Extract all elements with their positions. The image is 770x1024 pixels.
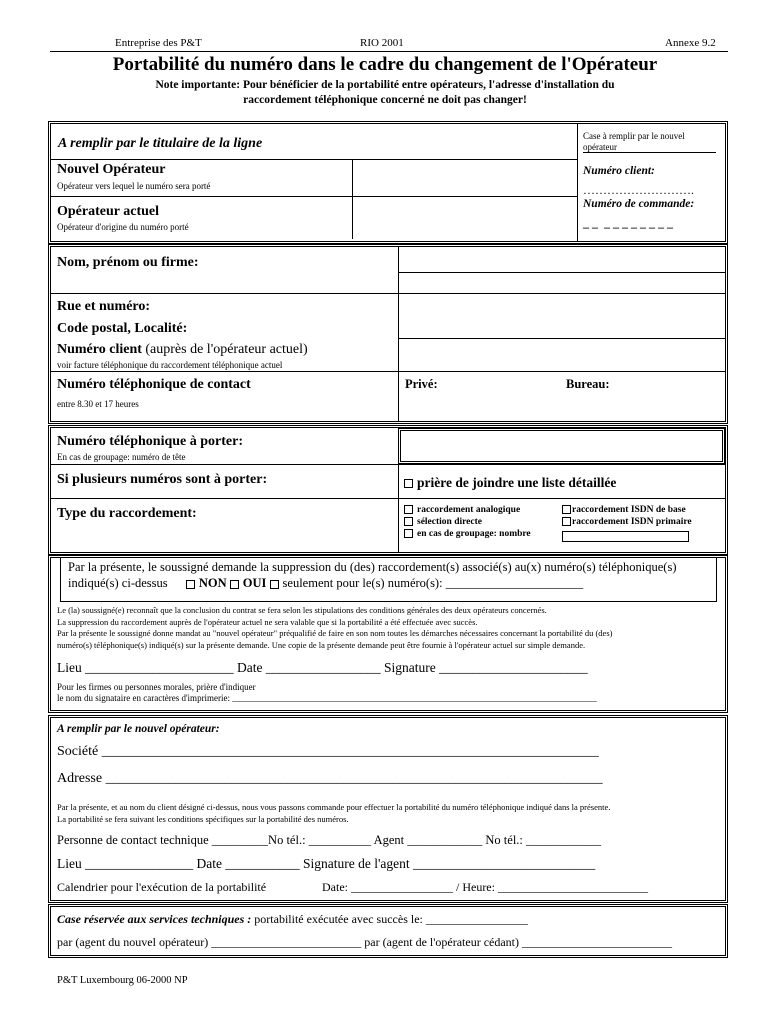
note-line-1: Note importante: Pour bénéficier de la portabilité entre opérateurs, l'adresse d'installation du xyxy=(155,79,615,91)
operateur-actuel-label: Opérateur actuel xyxy=(57,204,159,219)
numero-client-field[interactable]: ………………………. xyxy=(583,183,694,197)
contact-sub: entre 8.30 et 17 heures xyxy=(57,399,139,409)
options-left xyxy=(404,504,531,540)
type-raccordement-label: Type du raccordement: xyxy=(57,506,197,521)
nom-field[interactable] xyxy=(400,248,724,271)
mandat-text: Le (la) soussigné(e) reconnaît que la conclusion du contrat se fera selon les stipulations des conditions générales des deux opérateurs concernés. La suppression du raccordement auprès de l'opérateur actuel ne sera valable que si la portabilité a été effectuée avec succès. Par la présente le soussigné donne mandat au "nouvel opérateur" préqualifié de faire en son nom toutes les démarches nécessaires concernant la portabilité du (des) numéro(s) téléphonique(s) indiqué(s) sur la présente demande. Une copie de la présente demande peut être fournie à l'opérateur actuel sur simple demande. xyxy=(57,605,613,650)
calendrier-label: Calendrier pour l'exécution de la portabilité xyxy=(57,880,267,894)
firmes-text: Pour les firmes ou personnes morales, prière d'indiquer le nom du signataire en caractères d'imprimerie: _________________________________________________________________________________ xyxy=(57,682,597,703)
numero-porter-sub: En cas de groupage: numéro de tête xyxy=(57,452,186,462)
numero-client-actuel-field[interactable] xyxy=(400,340,724,370)
oui-option[interactable]: OUI xyxy=(230,576,267,590)
numero-commande-label: Numéro de commande: xyxy=(583,198,695,210)
contact-label: Numéro téléphonique de contact xyxy=(57,377,251,392)
numero-porter-field[interactable] xyxy=(398,428,725,464)
numero-commande-field[interactable]: _ _ _ _ _ _ _ _ _ _ xyxy=(583,216,673,230)
operateur-actuel-field[interactable] xyxy=(354,198,575,238)
agents-line[interactable]: par (agent du nouvel opérateur) _________________________ par (agent de l'opérateur cédant) _________________________ xyxy=(57,935,673,949)
numero-porter-label: Numéro téléphonique à porter: xyxy=(57,434,243,449)
opt-selection[interactable]: sélection directe xyxy=(404,516,531,528)
suppression-line2: indiqué(s) ci-dessus NON OUI seulement pour le(s) numéro(s): ______________________ xyxy=(68,576,584,590)
seulement-checkbox[interactable] xyxy=(270,580,279,589)
page-title: Portabilité du numéro dans le cadre du changement de l'Opérateur xyxy=(112,54,658,75)
groupage-nombre-field[interactable] xyxy=(562,531,689,542)
prive-label: Privé: xyxy=(405,377,438,391)
societe-field[interactable]: Société _______________________________________________________________________ xyxy=(57,744,599,759)
code-postal-label: Code postal, Localité: xyxy=(57,321,188,336)
opt-isdn-primaire-checkbox[interactable] xyxy=(562,517,571,526)
options-right xyxy=(562,504,692,528)
side-note-line2: opérateur xyxy=(583,142,716,153)
operateur-actuel-sub: Opérateur d'origine du numéro porté xyxy=(57,222,189,232)
date-heure-line[interactable]: Date: _________________ / Heure: _________________________ xyxy=(322,880,648,894)
header-right: Annexe 9.2 xyxy=(665,37,716,49)
footer: P&T Luxembourg 06-2000 NP xyxy=(57,975,188,986)
opt-groupage-checkbox[interactable] xyxy=(404,529,413,538)
opt-analogique[interactable]: raccordement analogique xyxy=(404,504,531,516)
lieu-date-signature[interactable]: Lieu ______________________ Date _________________ Signature ______________________ xyxy=(57,660,588,675)
oui-checkbox[interactable] xyxy=(230,580,239,589)
nouvel-operateur-sub: Opérateur vers lequel le numéro sera porté xyxy=(57,181,211,191)
commande-text: Par la présente, et au nom du client désigné ci-dessus, nous vous passons commande pour effectuer la portabilité du numéro téléphonique indiqué dans la présente. La portabilité se fera suivant les conditions spécifiques sur la portabilité des numéros. xyxy=(57,802,611,824)
opt-analogique-checkbox[interactable] xyxy=(404,505,413,514)
rue-field[interactable] xyxy=(400,295,724,337)
header-left: Entreprise des P&T xyxy=(115,37,202,49)
header-center: RIO 2001 xyxy=(360,37,404,49)
numero-client-actuel-sub: voir facture téléphonique du raccordement téléphonique actuel xyxy=(57,360,283,370)
numero-client-label: Numéro client: xyxy=(583,165,655,177)
lieu-date-agent-line[interactable]: Lieu ________________ Date ___________ Signature de l'agent ___________________________ xyxy=(57,856,596,871)
numero-client-actuel-label: Numéro client (auprès de l'opérateur actuel) xyxy=(57,342,308,357)
bureau-label: Bureau: xyxy=(566,377,610,391)
side-note-line1: Case à remplir par le nouvel xyxy=(583,131,685,141)
adresse-field[interactable]: Adresse _______________________________________________________________________ xyxy=(57,771,603,786)
plusieurs-label: Si plusieurs numéros sont à porter: xyxy=(57,472,268,487)
case-reservee-line[interactable]: Case réservée aux services techniques : portabilité exécutée avec succès le: _________________ xyxy=(57,912,528,926)
nouvel-operateur-heading: A remplir par le nouvel opérateur: xyxy=(57,723,220,735)
suppression-line1: Par la présente, le soussigné demande la suppression du (des) raccordement(s) associé(s) au(x) numéro(s) téléphonique(s) xyxy=(68,560,677,574)
non-option[interactable]: NON xyxy=(186,576,227,590)
opt-groupage[interactable]: en cas de groupage: nombre xyxy=(404,528,531,540)
nouvel-operateur-label: Nouvel Opérateur xyxy=(57,162,166,177)
non-checkbox[interactable] xyxy=(186,580,195,589)
contact-technique-line[interactable]: Personne de contact technique _________No tél.: __________ Agent ____________ No tél.: ____________ xyxy=(57,833,602,847)
opt-isdn-primaire[interactable]: raccordement ISDN primaire xyxy=(562,516,692,528)
nom-label: Nom, prénom ou firme: xyxy=(57,255,199,270)
priere-checkbox[interactable] xyxy=(404,479,413,488)
header-rule xyxy=(50,51,728,52)
titulaire-heading: A remplir par le titulaire de la ligne xyxy=(58,136,263,151)
note-line-2: raccordement téléphonique concerné ne doit pas changer! xyxy=(243,94,527,106)
opt-selection-checkbox[interactable] xyxy=(404,517,413,526)
nouvel-operateur-field[interactable] xyxy=(354,161,575,194)
priere-option[interactable]: prière de joindre une liste détaillée xyxy=(404,475,616,491)
rue-label: Rue et numéro: xyxy=(57,299,151,314)
opt-isdn-base[interactable]: raccordement ISDN de base xyxy=(562,504,692,516)
opt-isdn-base-checkbox[interactable] xyxy=(562,505,571,514)
